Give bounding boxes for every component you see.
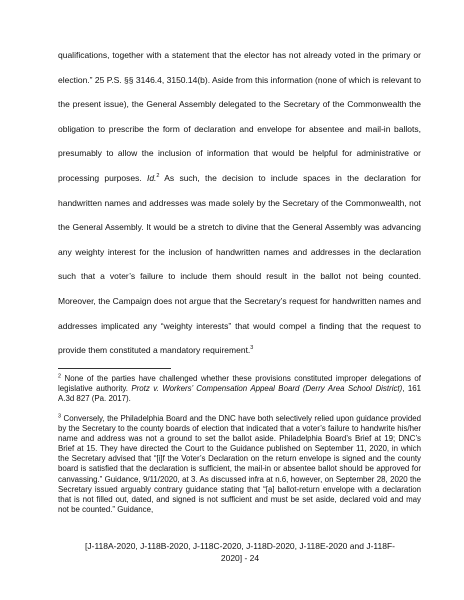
footnote-2-number: 2 — [58, 373, 62, 380]
footnote-2-text-b: , 161 A.3d 827 (Pa. 2017). — [58, 384, 422, 404]
footnote-3-text: Conversely, the Philadelphia Board and the DNC have both selectively relied upon guidance provided by the Secretary to the county boards of election that indicated that a voter’s failure to handwrite his/her name and address was not a ground to set the ballot aside. Philadelphia Board’s Brief at 19; DNC’s Brief at 15. They have directed the Court to the Guidance published on September 11, 2020, in which the Secretary advised that “[i]f the Voter’s Declaration on the return envelope is signed and the county board is satisfied that the declaration is sufficient, the mail-in or absentee ballot should be approved for canvassing.” Guidance, 9/11/2020, at 3. As discussed infra at n.6, however, on September 28, 2020 the Secretary issued arguably contrary guidance stating that “[a] ballot-return envelope with a declaration that is not filled out, dated, and signed is not sufficient and must be set aside, declared void and may not be counted.” Guidance, — [58, 414, 421, 514]
id-citation: Id. — [146, 172, 157, 183]
body-text-part-1: qualifications, together with a statement that the elector has not already voted in the primary or election.” 25 P.S. §§ 3146.4, 3150.14(b). Aside from this information (none of which is relevant to the present issue), the General Assembly delegated to the Secretary of the Commonwealth the obligation to prescribe the form of declaration and envelope for absentee and mail-in ballots, presumably to allow the inclusion of information that would be helpful for administrative or processing purposes. — [58, 50, 421, 183]
footnote-2-text-a: None of the parties have challenged whether these provisions constituted improper delegations of legislative authority. — [58, 374, 421, 394]
footnote-3-number: 3 — [58, 413, 62, 420]
footnote-2 — [58, 374, 421, 404]
footnote-2-case-name: Protz v. Workers’ Compensation Appeal Board (Derry Area School District) — [131, 384, 403, 394]
page-footer — [70, 541, 410, 564]
body-paragraph — [58, 43, 421, 363]
footnote-ref-2[interactable]: 2 — [156, 173, 160, 180]
footer-docket-line-2: 2020] - 24 — [220, 552, 260, 563]
footnote-separator — [58, 368, 171, 369]
footnote-ref-3[interactable]: 3 — [250, 345, 254, 352]
footnote-3 — [58, 414, 421, 515]
body-text-part-2: As such, the decision to include spaces in the declaration for handwritten names and addresses was made solely by the Secretary of the Commonwealth, not the General Assembly. It would be a stretch to divine that the General Assembly was advancing any weighty interest for the inclusion of handwritten names and addresses in the declaration such that a voter’s failure to include them should result in the ballot not being counted. Moreover, the Campaign does not argue that the Secretary’s request for handwritten names and addresses implicated any “weighty interests” that would compel a finding that the request to provide them constituted a mandatory requirement. — [58, 172, 421, 356]
footer-docket-line-1: [J-118A-2020, J-118B-2020, J-118C-2020, J-118D-2020, J-118E-2020 and J-118F- — [85, 541, 395, 551]
